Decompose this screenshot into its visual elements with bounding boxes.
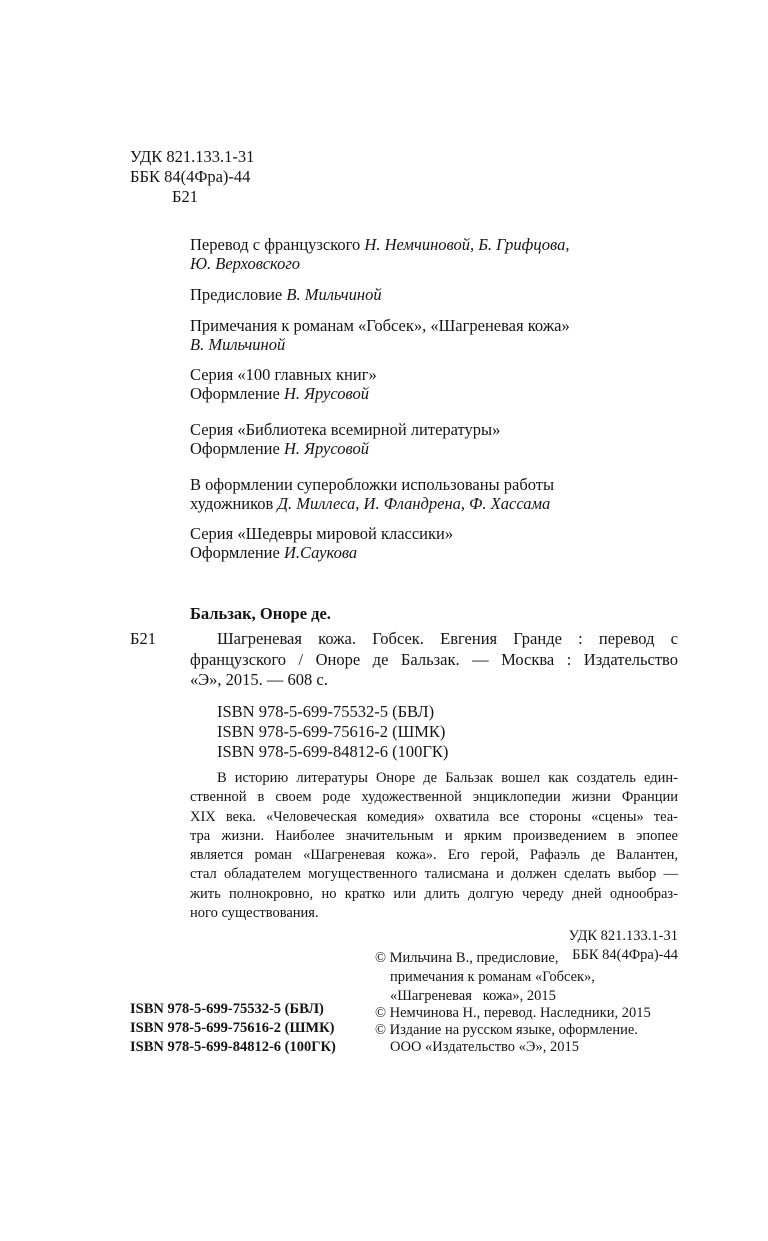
series-bvl-credit xyxy=(190,420,500,458)
preface-credit xyxy=(190,285,382,304)
annotation-line: стал обладателем могущественного талисмана и должен сделать выбор — xyxy=(190,866,678,883)
catalog-isbn: ISBN 978-5-699-84812-6 (100ГК) xyxy=(217,742,449,761)
design-label: Оформление xyxy=(190,439,284,458)
annotation xyxy=(190,769,678,923)
catalog-isbn: ISBN 978-5-699-75532-5 (БВЛ) xyxy=(217,702,435,721)
copyright-line: © Немчинова Н., перевод. Наследники, 2015 xyxy=(375,1005,651,1021)
annotation-line: жить полнокровно, но кратко или длить долгую череду дней однообраз- xyxy=(190,885,678,902)
copyright-line: © Мильчина В., предисловие, xyxy=(375,950,559,966)
annotation-line: ственной в своем роде художественной энциклопедии жизни Франции xyxy=(190,789,678,806)
series-100-credit xyxy=(190,365,377,403)
copyright-line: «Шагреневая кожа», 2015 xyxy=(390,988,556,1004)
udk-code: УДК 821.133.1-31 xyxy=(130,147,255,166)
footer-isbn: ISBN 978-5-699-84812-6 (100ГК) xyxy=(130,1039,336,1055)
notes-author: В. Мильчиной xyxy=(190,335,286,354)
series-100-title: Серия «100 главных книг» xyxy=(190,365,377,384)
series-shmk-title: Серия «Шедевры мировой классики» xyxy=(190,524,454,543)
annotation-line: XIX века. «Человеческая комедия» охватила все стороны «сцены» теа- xyxy=(190,808,678,825)
copyright-line: примечания к романам «Гобсек», xyxy=(390,969,595,985)
notes-credit xyxy=(190,316,570,354)
author-mark: Б21 xyxy=(172,187,198,206)
catalog-description-2: французского / Оноре де Бальзак. — Москва : Издательство xyxy=(190,650,678,669)
copyright-line: © Издание на русском языке, оформление. xyxy=(375,1022,638,1038)
catalog-description-1: Шагреневая кожа. Гобсек. Евгения Гранде : перевод с xyxy=(217,629,678,648)
designer-name: Н. Ярусовой xyxy=(283,439,369,458)
catalog-isbn: ISBN 978-5-699-75616-2 (ШМК) xyxy=(217,722,446,741)
annotation-line: является роман «Шагреневая кожа». Его герой, Рафаэль де Валантен, xyxy=(190,847,678,864)
bbk-code: ББК 84(4Фра)-44 xyxy=(130,167,251,186)
annotation-line: В историю литературы Оноре де Бальзак вошел как создатель един- xyxy=(217,770,678,786)
catalog-udk: УДК 821.133.1-31 xyxy=(568,928,678,944)
artists-label: художников xyxy=(190,494,278,513)
design-label: Оформление xyxy=(190,543,284,562)
copyright-line: ООО «Издательство «Э», 2015 xyxy=(390,1039,580,1055)
catalog-description-3: «Э», 2015. — 608 с. xyxy=(190,670,328,689)
annotation-line: тра жизни. Наиболее значительным и ярким произведением в эпопее xyxy=(190,827,678,844)
artists-names: Д. Миллеса, И. Фландрена, Ф. Хассама xyxy=(277,494,551,513)
series-shmk-credit xyxy=(190,524,453,562)
annotation-line: ного существования. xyxy=(190,905,319,922)
translation-credit xyxy=(190,235,569,273)
catalog-bbk: ББК 84(4Фра)-44 xyxy=(572,947,678,963)
jacket-credit xyxy=(190,475,554,513)
catalog-author: Бальзак, Оноре де. xyxy=(190,604,331,623)
preface-label: Предисловие xyxy=(190,285,287,304)
translation-label: Перевод с французского xyxy=(190,235,365,254)
jacket-line: В оформлении суперобложки использованы работы xyxy=(190,475,555,494)
designer-name: И.Саукова xyxy=(283,543,358,562)
catalog-index: Б21 xyxy=(130,629,156,648)
design-label: Оформление xyxy=(190,384,284,403)
translator-names-cont: Ю. Верховского xyxy=(190,254,301,273)
footer-isbn: ISBN 978-5-699-75532-5 (БВЛ) xyxy=(130,1001,324,1017)
preface-author: В. Мильчиной xyxy=(286,285,382,304)
translator-names: Н. Немчиновой, Б. Грифцова, xyxy=(364,235,570,254)
notes-label: Примечания к романам «Гобсек», «Шагреневая кожа» xyxy=(190,316,570,335)
series-bvl-title: Серия «Библиотека всемирной литературы» xyxy=(190,420,501,439)
designer-name: Н. Ярусовой xyxy=(283,384,369,403)
footer-isbn: ISBN 978-5-699-75616-2 (ШМК) xyxy=(130,1020,335,1036)
